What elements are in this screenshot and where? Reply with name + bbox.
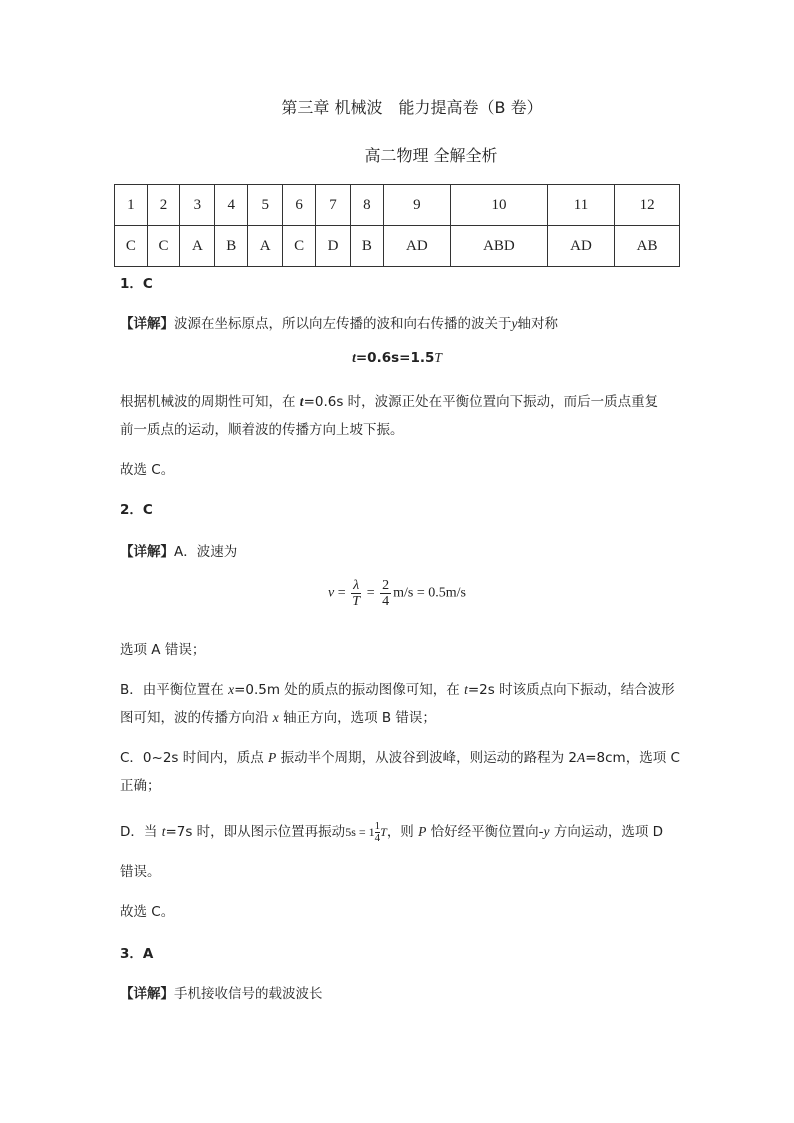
answer-table-number-cell: 11 [547, 185, 614, 226]
formula-num: 2 [382, 578, 390, 593]
q2-velocity-formula [0, 578, 794, 609]
q2-d1e: 方向运动，选项 D [549, 824, 664, 840]
answer-table-answer-cell: AB [615, 226, 680, 267]
q2-b2b: 轴正方向，选项 B 错误； [278, 710, 436, 726]
answer-table-number-cell: 6 [283, 185, 316, 226]
q2-b1c: =2s 时该质点向下振动，结合波形 [467, 682, 675, 698]
answer-table-answer-cell: B [351, 226, 384, 267]
q2-d1b: =7s 时，即从图示位置再振动 [165, 824, 346, 840]
q2-c1P: P [268, 750, 277, 765]
document-subtitle: 高二物理 全解全析 [364, 146, 498, 165]
q2-detail-text: A．波速为 [174, 544, 238, 560]
answer-table-number-cell: 4 [215, 185, 248, 226]
q2-detail-tag: 【详解】 [120, 544, 174, 560]
q2-d-frac-pre: 5s = 1 [345, 825, 375, 839]
answer-table-answer-cell: B [215, 226, 248, 267]
q1-para1-pre: 根据机械波的周期性可知，在 [120, 394, 300, 410]
answer-table-number-cell: 8 [351, 185, 384, 226]
answer-table-answer-cell: C [283, 226, 316, 267]
q1-equation [0, 350, 794, 366]
answer-table-answer-cell: ABD [450, 226, 547, 267]
q2-d1t: t [161, 824, 166, 839]
answer-table-number-cell: 10 [450, 185, 547, 226]
formula-tail: m/s = 0.5m/s [393, 585, 466, 601]
q2-option-d-line1 [120, 820, 663, 844]
answer-table-number-cell: 3 [180, 185, 215, 226]
q1-para1-post: =0.6s 时，波源正处在平衡位置向下振动，而后一质点重复 [303, 394, 659, 410]
answer-table-answer-cell: AD [547, 226, 614, 267]
formula-eq1: = [334, 585, 350, 601]
formula-eq2: = [363, 585, 379, 601]
formula-T: T [352, 594, 361, 609]
q3-heading: 3．A [120, 946, 154, 962]
q2-option-c-line2: 正确； [120, 778, 161, 794]
q2-c1b: 振动半个周期，从波谷到波峰，则运动的路程为 2 [276, 750, 577, 766]
q2-d-frac-num: 1 [374, 819, 381, 832]
formula-lambda: λ [353, 578, 360, 593]
q2-detail [120, 540, 237, 560]
formula-v: v [328, 585, 335, 601]
answer-table-number-cell: 1 [115, 185, 148, 226]
answer-table-answer-cell: C [147, 226, 180, 267]
q2-d1c: ，则 [386, 824, 419, 840]
q2-option-b-line2 [120, 706, 436, 726]
q2-b1x: x [228, 682, 235, 697]
q1-detail-var: y [511, 316, 518, 331]
formula-lambda-over-T [351, 578, 361, 609]
answer-table-answer-cell: A [248, 226, 283, 267]
answer-table-number-cell: 2 [147, 185, 180, 226]
q2-d-frac-den: 4 [374, 831, 381, 844]
q2-heading: 2．C [120, 502, 153, 518]
q3-detail [120, 982, 323, 1002]
document-title: 第三章 机械波 能力提高卷（B 卷） [281, 98, 543, 117]
q2-d1y: y [543, 824, 550, 839]
q1-eq-var: t [352, 350, 356, 365]
q1-detail-tag: 【详解】 [120, 316, 174, 332]
q1-para1-var: t [299, 394, 304, 409]
answer-table-number-cell: 5 [248, 185, 283, 226]
formula-den: 4 [382, 594, 390, 609]
q2-option-c-line1 [120, 746, 680, 766]
q1-paragraph-line1 [120, 390, 658, 410]
q2-b1t: t [464, 682, 468, 697]
q2-b1b: =0.5m 处的质点的振动图像可知，在 [234, 682, 465, 698]
q1-detail-post: 轴对称 [517, 316, 558, 332]
q1-detail-text: 波源在坐标原点，所以向左传播的波和向右传播的波关于 [174, 316, 512, 332]
answer-table-number-cell: 7 [315, 185, 350, 226]
answer-table [114, 184, 680, 267]
answer-table-answer-cell: D [315, 226, 350, 267]
answer-table-number-cell: 12 [615, 185, 680, 226]
q1-paragraph-line2: 前一质点的运动，顺着波的传播方向上坡下振。 [120, 422, 404, 438]
q2-b2a: 图可知，波的传播方向沿 [120, 710, 273, 726]
answer-table-number-row [115, 185, 680, 226]
q2-b2x: x [272, 710, 279, 725]
q3-detail-tag: 【详解】 [120, 986, 174, 1002]
q3-detail-text: 手机接收信号的载波波长 [174, 986, 323, 1002]
q2-c1a: C．0~2s 时间内，质点 [120, 750, 269, 766]
q1-eq-T: T [434, 350, 442, 365]
q2-d1d: 恰好经平衡位置向- [426, 824, 544, 840]
answer-table-answer-cell: C [115, 226, 148, 267]
q2-option-a-result: 选项 A 错误； [120, 642, 206, 658]
q2-b1a: B．由平衡位置在 [120, 682, 229, 698]
q2-c1c: =8cm，选项 C [585, 750, 680, 766]
q2-d1a: D．当 [120, 824, 162, 840]
answer-table-number-cell: 9 [383, 185, 450, 226]
answer-table-answer-cell: AD [383, 226, 450, 267]
answer-table-answer-row [115, 226, 680, 267]
q2-option-d-line2: 错误。 [120, 864, 161, 880]
q2-option-b-line1 [120, 678, 675, 698]
q1-conclusion: 故选 C。 [120, 462, 175, 478]
q2-c1A: A [576, 750, 586, 765]
q2-d1P: P [418, 824, 427, 839]
q1-detail [120, 312, 558, 332]
q1-eq-mid: =0.6s=1.5 [355, 350, 435, 366]
answer-table-answer-cell: A [180, 226, 215, 267]
q2-d-frac-T: T [380, 825, 387, 839]
q1-heading: 1．C [120, 276, 153, 292]
q2-conclusion: 故选 C。 [120, 904, 175, 920]
formula-2-over-4 [380, 578, 391, 609]
